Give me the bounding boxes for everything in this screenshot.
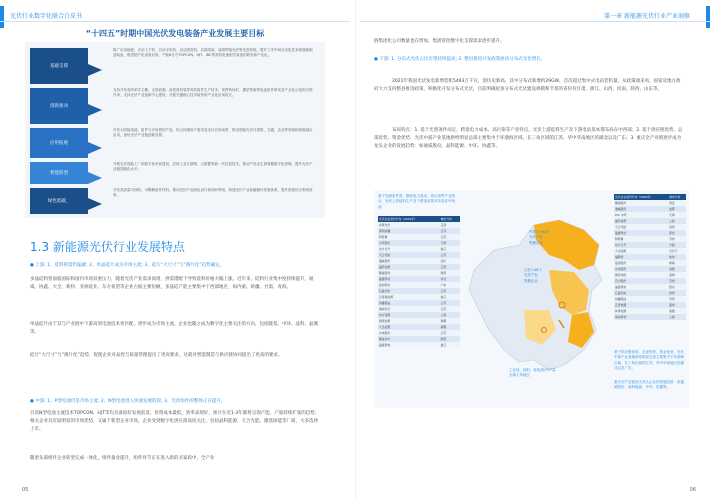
side-label-4: 智能转型 <box>30 162 88 184</box>
right-paragraph-2: 布局特点：1. 基于光照条件而定，跨低电力成本、高污染等产业特点，光伏上游硅料生产及下游电站基本都布局在中西部；2. 基于供应链优势、总部优势、资金优势、光伏中游产业基地供给明显总部主要集中于环渤海区域、长三角区域的江苏、华中华南地区的湖北以及广东；3. 重庆全产业链逐步成为龙头企业的发展趋势：如通威股份、晶科能源、中环、协鑫等。 <box>374 128 683 150</box>
table-cell: 深圳 <box>669 273 675 277</box>
table-cell: 海润光伏 <box>379 307 391 311</box>
right-paragraph-0: 链集团化公司数量也在增加，集团管控数字化支撑需求逐步提升。 <box>374 39 505 44</box>
paragraph-3: 硅片“大尺寸”与“薄片化”趋势，促使企业对品控与质量管理提出了更高要求，这就对智能制造与供应链协同提出了更高的要求。 <box>30 353 283 358</box>
table-cell: 南通 <box>669 309 675 313</box>
map-label-south: 工业硅、硅料、硅锭/硅片产量 全球主导地区 <box>509 368 556 378</box>
right-page <box>355 0 710 501</box>
table-cell: 迈为股份 <box>615 279 627 283</box>
table-cell: 陕西 <box>440 337 447 341</box>
side-label-3: 应用拓展 <box>30 128 88 158</box>
map-note-right-1: 基于供应链优势、总部优势、资金优势，光伏中游产业基地供给明显总部主要集中于环渤海区域、长三角区域的江苏、华中华南地区的湖北以及广东。 <box>614 350 684 370</box>
right-page-number: 06 <box>689 487 696 493</box>
header-rule <box>360 21 710 22</box>
goal-text-4: 开展光伏智能工厂和数字化车间建设，应用工业互联网、大数据等新一代信息技术，推动产品全生命周期数字化管理，提升光伏产业链智能化水平。 <box>113 162 313 172</box>
table-cell: 石河子 <box>669 249 678 253</box>
table-cell: 捷佳伟创 <box>615 273 627 277</box>
connector-arrows <box>88 42 110 218</box>
goals-infographic <box>25 28 325 218</box>
paragraph-2: 单晶硅片由于其与产业链中下游高效电池技术更匹配，逐步成为市场主流。企业也随之成为数字化主要关注的方向，包括隆基、中环、晶科、晶澳等。 <box>30 322 318 336</box>
map-note-right-2: 重庆全产业链成为龙头企业的发展趋势：如通威股份、晶科能源、中环、协鑫等。 <box>614 380 684 390</box>
table-cell: 宁波 <box>669 243 675 247</box>
table-cell: 大全能源 <box>379 325 391 329</box>
table-cell: 中来股份 <box>379 331 391 335</box>
right-company-table <box>614 194 686 320</box>
upstream-bullet: ● 上游: 1、硅料供需仍偏紧; 2、单晶硅片成为市场主流; 3、硅片“大尺寸”与“薄片化”趋势确定。 <box>30 263 225 268</box>
table-cell: 协鑫集成 <box>615 297 627 301</box>
table-cell: 江西 <box>440 265 447 269</box>
table-cell: 新疆 <box>440 319 447 323</box>
goal-text-2: 支持开发高效率多主栅、无损切割、高密度封装等高效组件生产技术；发挥钙钛矿、叠层等新型电池组件研发及产业化示范的引领作用，支持光伏产业创新中心建设，开展关键核心技术研发和产业化应用攻关。 <box>113 88 313 98</box>
table-cell: 大全能源 <box>615 249 627 253</box>
table-cell: 东方日升 <box>379 247 391 251</box>
table-cell: 江苏 <box>440 331 447 335</box>
right-header <box>355 6 710 28</box>
side-label-1: 基础支撑 <box>30 48 88 84</box>
table-cell: 浙江 <box>440 295 447 299</box>
table-cell: 正泰电器 <box>615 303 627 307</box>
table-cell: 河北 <box>440 277 447 281</box>
table-cell: 晶科能源 <box>615 219 627 223</box>
header-rule <box>0 21 350 22</box>
table-cell: 陕西 <box>440 271 447 275</box>
table-cell: 阿特斯 <box>379 235 388 239</box>
table-cell: 中环股份 <box>379 241 391 245</box>
table-cell: 协鑫集成 <box>379 301 391 305</box>
table-row <box>614 314 686 320</box>
table-cell: 江西 <box>440 223 447 227</box>
table-cell: 晶澳科技 <box>379 277 391 281</box>
table-cell: 浙江 <box>440 343 447 347</box>
table-cell: 上海 <box>440 313 447 317</box>
side-label-2: 创新驱动 <box>30 88 88 124</box>
table-cell: 晶盛机电 <box>379 343 391 347</box>
table-cell: 东辉光伏 <box>379 223 391 227</box>
goal-text-1: 推广应用地面、自动上下料、自动平布机、自动清洗机、双面组装、双面焊接光伏等先进传统，提升工序中间自动化技术和智能制造装备，推进国产化设备应用、产能6分万TOPCON、HJT、IBC等高效电池相关装备的研发和产业化。 <box>113 48 313 58</box>
section-title: 1.3 新能源光伏行业发展特点 <box>30 240 185 254</box>
table-cell: 林洋能源 <box>615 309 627 313</box>
table-cell: 杭州 <box>669 255 675 259</box>
table-cell: 新特能源 <box>379 319 391 323</box>
left-page-number: 05 <box>22 487 29 493</box>
table-cell: 上海 <box>669 315 675 319</box>
table-cell: 常州 <box>669 225 675 229</box>
table-cell: 四川 <box>440 259 447 263</box>
table-cell: 隆基乐叶 <box>379 337 391 341</box>
table-header: 城市分布 <box>440 217 452 221</box>
map-label-west: 内蒙古+85个 光伏产业 集聚企业 <box>529 230 551 245</box>
table-cell: 天津 <box>440 241 447 245</box>
table-cell: 天合光能 <box>379 253 391 257</box>
goal-text-5: 开发高质量可回收、可降解组件材料，推动光伏产品绿色设计和回收利用，构建光伏产业低碳循环发展体系，提升资源综合利用效率。 <box>113 188 313 198</box>
table-cell: TCL 中环 <box>615 213 627 217</box>
table-cell: 晶科能源 <box>379 265 391 269</box>
left-company-table <box>378 216 460 348</box>
table-cell: 保利协鑫 <box>379 229 391 233</box>
table-cell: 邢台 <box>669 231 675 235</box>
table-cell: 东方日升 <box>615 243 627 247</box>
table-cell: 正泰新能源 <box>379 295 393 299</box>
table-cell: 苏州 <box>669 279 675 283</box>
table-cell: 江苏 <box>440 229 447 233</box>
table-cell: 中来股份 <box>615 267 627 271</box>
table-row <box>378 342 460 348</box>
table-cell: 江苏 <box>440 253 447 257</box>
table-cell: 成都 <box>669 207 675 211</box>
table-cell: 苏州 <box>669 297 675 301</box>
map-label-central: 江苏+48个 光伏产业 集聚企业 <box>524 268 542 283</box>
table-cell: 隆基股份 <box>379 271 391 275</box>
table-cell: 浙江 <box>440 247 447 251</box>
paragraph-4: 目前N型电池主流技术TOPCON、HJT等均具备较好发展前景，投资成本最低，效率表现好，预计在近1-3年都将呈现产能、产量持续扩张的趋势；相关企业具有较明显的市场优势，又属于新型企业市场，企业受到数字化供应商高度关注，包括晶科能源、天合光能、隆基绿能等厂商，大多选择上市。 <box>30 411 320 433</box>
left-header <box>0 6 355 28</box>
left-header-title: 光伏行业数字化联合白皮书 <box>10 13 83 20</box>
map-note-left: 基于光照条件资，降低电力成本、高污染等产业特点，光伏上游硅料生产及下游电站基本布局在中西部 <box>378 194 455 209</box>
table-cell: 天合光能 <box>615 225 627 229</box>
table-cell: 西安 <box>669 201 675 205</box>
table-cell: 江苏 <box>440 289 447 293</box>
table-cell: 广东 <box>440 283 447 287</box>
midstream-bullet: ● 中游: 1、P型电池仍是市场主流; 2、N型电池进入快速发展阶段; 3、光伏组件的整体正在提升。 <box>30 399 226 404</box>
table-cell: 苏州 <box>669 237 675 241</box>
paragraph-1: 多晶硅料曾面临国际和国内市场双重压力，随着光伏产业需求高增，供需错配下导致硅料价格大幅上涨。近年来，硅料行业集中度持续提升，通威、协鑫、大全、新特、亚洲硅业、东方希望等企业占据主要份额，多晶硅产能主要集中于西部地区，如内蒙、新疆、甘肃、青海。 <box>30 277 314 291</box>
header-accent-bar <box>706 6 710 28</box>
table-cell: 常熟 <box>669 267 675 271</box>
table-cell: 爱旭科技 <box>379 283 391 287</box>
table-cell: 东方希望 <box>379 313 391 317</box>
table-header: 光伏企业省份分布（2021年） <box>379 217 417 221</box>
header-accent-bar <box>0 6 4 28</box>
table-cell: 晶盛机电 <box>615 285 627 289</box>
industry-map-figure <box>374 190 689 408</box>
table-cell: 珠海 <box>669 261 675 265</box>
table-cell: 海优新材 <box>615 315 627 319</box>
paragraph-5: 随着头部组件企业转型完成一体化，组件量业提升，组件环节正在进入新的买家段中，全产业 <box>30 456 215 461</box>
goal-text-3: 开发太阳能电池、组件与多场景的产品，结合终端用户需求及光伏应用场景，推动智能光伏在建筑、交通、农业等领域的深度融合应用，加快光伏产业链创新发展。 <box>113 128 313 138</box>
table-cell: 新疆 <box>440 325 447 329</box>
table-cell: 上饶 <box>669 219 675 223</box>
table-cell: 福斯特 <box>615 255 624 259</box>
table-cell: 温州 <box>669 303 675 307</box>
table-cell: 常州 <box>669 291 675 295</box>
table-cell: 通威股份 <box>379 259 391 263</box>
table-cell: 爱旭股份 <box>615 261 627 265</box>
downstream-bullet: ● 下游: 1. 分布式光伏占比有望持续提高; 2. 整县推进开发政策驱动分布式光伏增长。 <box>374 57 546 62</box>
table-cell: 江苏 <box>440 301 447 305</box>
table-cell: 亿晶光电 <box>615 291 627 295</box>
table-cell: 绍兴 <box>669 285 675 289</box>
table-cell: 天津 <box>669 213 675 217</box>
table-header: 光伏企业省份分布（2021年） <box>615 195 653 199</box>
table-cell: 隆基股份 <box>615 201 627 205</box>
table-cell: 江苏 <box>440 235 447 239</box>
table-header: 城市分布 <box>669 195 681 199</box>
table-cell: 江苏 <box>440 307 447 311</box>
side-label-5: 绿色低碳， <box>30 188 88 214</box>
right-paragraph-1: 2021年我国光伏发电新增装机5493万千瓦，创历史新高，其中分布式新增约29GW，首次超过集中式电站装机量。从政策端来看，国家及地方政府大力支持整县推进政策，积极化开发分布式光伏，目前明确屋顶分布式光伏建设规模和节奏的省份有甘肃、浙江、山西、河南、陕西、山东等。 <box>374 79 681 93</box>
right-header-title: 第一章 新能源光伏行业产业洞察 <box>604 13 690 20</box>
table-cell: 亿晶光电 <box>379 289 391 293</box>
infographic-title: “十四五”时期中国光伏发电装备产业发展主要目标 <box>85 29 265 38</box>
table-cell: 通威股份 <box>615 207 627 211</box>
table-cell: 晶澳科技 <box>615 231 627 235</box>
table-cell: 阿特斯 <box>615 237 624 241</box>
